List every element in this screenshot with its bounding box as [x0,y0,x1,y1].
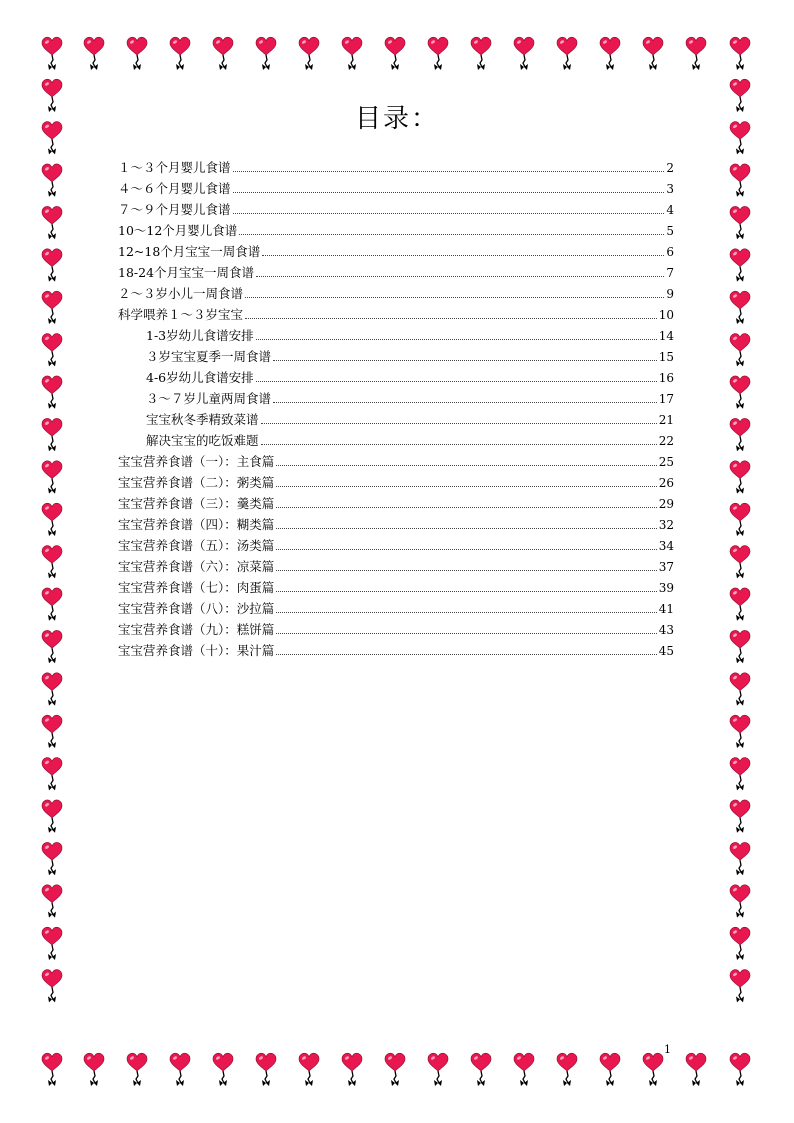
toc-dot-leader [261,423,657,424]
heart-balloon-icon [42,800,62,833]
toc-entry[interactable] [118,493,674,511]
toc-entry-page: 26 [658,476,674,490]
toc-entry-page: 22 [658,434,674,448]
toc-entry-title: 18-24个月宝宝一周食谱 [118,265,255,280]
toc-entry-title: 宝宝营养食谱（五）：汤类篇 [118,538,275,553]
heart-balloon-icon [514,1053,534,1086]
toc-entry[interactable] [118,199,674,217]
toc-entry-page: 9 [666,287,674,301]
heart-balloon-icon [342,1053,362,1086]
toc-entry[interactable] [118,640,674,658]
toc-entry-page: 32 [658,518,674,532]
toc-dot-leader [276,633,656,634]
heart-balloon-icon [730,927,750,960]
toc-dot-leader [276,507,656,508]
toc-entry-page: 10 [658,308,674,322]
toc-entry-page: 7 [666,266,674,280]
toc-entry[interactable] [118,577,674,595]
heart-balloon-icon [643,1053,663,1086]
toc-dot-leader [276,486,656,487]
toc-entry[interactable] [118,304,674,322]
heart-balloon-icon [730,970,750,1003]
toc-entry[interactable] [146,346,674,364]
toc-dot-leader [262,255,664,256]
heart-balloon-icon [385,1053,405,1086]
toc-dot-leader [256,381,657,382]
toc-dot-leader [276,591,656,592]
toc-entry[interactable] [118,178,674,196]
toc-entry-page: 39 [658,581,674,595]
heart-balloon-icon [471,1053,491,1086]
toc-entry[interactable] [146,430,674,448]
heart-balloon-icon [42,885,62,918]
toc-entry-title: ２～３岁小儿一周食谱 [118,286,244,301]
heart-balloon-icon [730,842,750,875]
toc-entry-title: 宝宝营养食谱（六）：凉菜篇 [118,559,275,574]
toc-entry-page: 3 [666,182,674,196]
toc-entry-page: 41 [658,602,674,616]
toc-entry-title: 10～12个月婴儿食谱 [118,223,238,238]
toc-dot-leader [245,318,657,319]
toc-dot-leader [245,297,664,298]
page-number: 1 [664,1043,671,1056]
toc-dot-leader [233,192,665,193]
toc-entry-title: 宝宝营养食谱（十）：果汁篇 [118,643,275,658]
heart-balloon-icon [730,800,750,833]
toc-entry-page: 34 [658,539,674,553]
toc-entry-page: 17 [658,392,674,406]
heart-balloon-icon [730,1053,750,1086]
heart-balloon-icon [428,1053,448,1086]
toc-dot-leader [273,360,657,361]
toc-entry-page: 2 [666,161,674,175]
toc-dot-leader [276,465,656,466]
toc-entry-page: 21 [658,413,674,427]
toc-dot-leader [276,612,656,613]
heart-balloon-icon [730,758,750,791]
heart-balloon-icon [213,1053,233,1086]
heart-balloon-icon [557,1053,577,1086]
heart-balloon-icon [42,715,62,748]
toc-entry-page: 25 [658,455,674,469]
toc-entry[interactable] [146,409,674,427]
heart-balloon-icon [299,1053,319,1086]
toc-entry-page: 14 [658,329,674,343]
toc-dot-leader [273,402,657,403]
heart-balloon-icon [730,885,750,918]
heart-balloon-icon [127,1053,147,1086]
toc-dot-leader [256,276,664,277]
toc-entry-page: 16 [658,371,674,385]
toc-entry-title: 宝宝秋冬季精致菜谱 [146,412,259,427]
toc-entry-page: 15 [658,350,674,364]
toc-entry-title: 1-3岁幼儿食谱安排 [146,328,254,343]
toc-entry-title: 解决宝宝的吃饭难题 [146,433,259,448]
heart-balloon-icon [42,1053,62,1086]
toc-entry[interactable] [118,472,674,490]
toc-entry[interactable] [118,283,674,301]
toc-entry[interactable] [118,241,674,259]
heart-balloon-icon [42,758,62,791]
toc-entry[interactable] [118,157,674,175]
toc-entry-title: ４～６个月婴儿食谱 [118,181,231,196]
toc-entry[interactable] [118,514,674,532]
toc-entry-title: 科学喂养１～３岁宝宝 [118,307,244,322]
toc-dot-leader [276,528,656,529]
toc-entry[interactable] [118,535,674,553]
toc-entry-title: ３岁宝宝夏季一周食谱 [146,349,272,364]
toc-entry-title: 宝宝营养食谱（九）：糕饼篇 [118,622,275,637]
toc-dot-leader [233,213,665,214]
toc-entry[interactable] [146,325,674,343]
toc-entry-title: 宝宝营养食谱（四）：糊类篇 [118,517,275,532]
toc-entry[interactable] [146,388,674,406]
heart-balloon-icon [84,1053,104,1086]
heart-balloon-icon [42,842,62,875]
toc-entry[interactable] [118,220,674,238]
toc-entry-page: 37 [658,560,674,574]
heart-balloon-icon [42,970,62,1003]
heart-balloon-icon [600,1053,620,1086]
heart-balloon-icon [686,1053,706,1086]
toc-entry[interactable] [118,451,674,469]
toc-entry-title: ３～７岁儿童两周食谱 [146,391,272,406]
page-title: 目录： [354,104,439,134]
toc-dot-leader [276,570,656,571]
toc-entry[interactable] [146,367,674,385]
toc-entry-page: 45 [658,644,674,658]
heart-balloon-icon [42,927,62,960]
toc-entry-page: 43 [658,623,674,637]
heart-balloon-icon [256,1053,276,1086]
heart-balloon-icon [730,715,750,748]
toc-entry-title: 4-6岁幼儿食谱安排 [146,370,254,385]
toc-dot-leader [239,234,664,235]
toc-dot-leader [256,339,657,340]
toc-entry-page: 6 [666,245,674,259]
toc-dot-leader [233,171,665,172]
toc-dot-leader [261,444,657,445]
heart-balloon-icon [170,1053,190,1086]
toc-entry[interactable] [118,556,674,574]
toc-entry-page: 4 [666,203,674,217]
toc-entry-page: 5 [666,224,674,238]
toc-entry-title: 宝宝营养食谱（七）：肉蛋篇 [118,580,275,595]
toc-entry[interactable] [118,262,674,280]
toc-entry-title: 宝宝营养食谱（三）：羹类篇 [118,496,275,511]
toc-entry-title: 宝宝营养食谱（一）：主食篇 [118,454,275,469]
toc-entry-title: 12~18个月宝宝一周食谱 [118,244,261,259]
toc-entry[interactable] [118,619,674,637]
toc-entry-title: 宝宝营养食谱（八）：沙拉篇 [118,601,275,616]
toc-entry[interactable] [118,598,674,616]
toc-entry-title: １～３个月婴儿食谱 [118,160,231,175]
toc-entry-title: ７～９个月婴儿食谱 [118,202,231,217]
toc-dot-leader [276,654,656,655]
toc-entry-page: 29 [658,497,674,511]
toc-entry-title: 宝宝营养食谱（二）：粥类篇 [118,475,275,490]
toc-dot-leader [276,549,656,550]
